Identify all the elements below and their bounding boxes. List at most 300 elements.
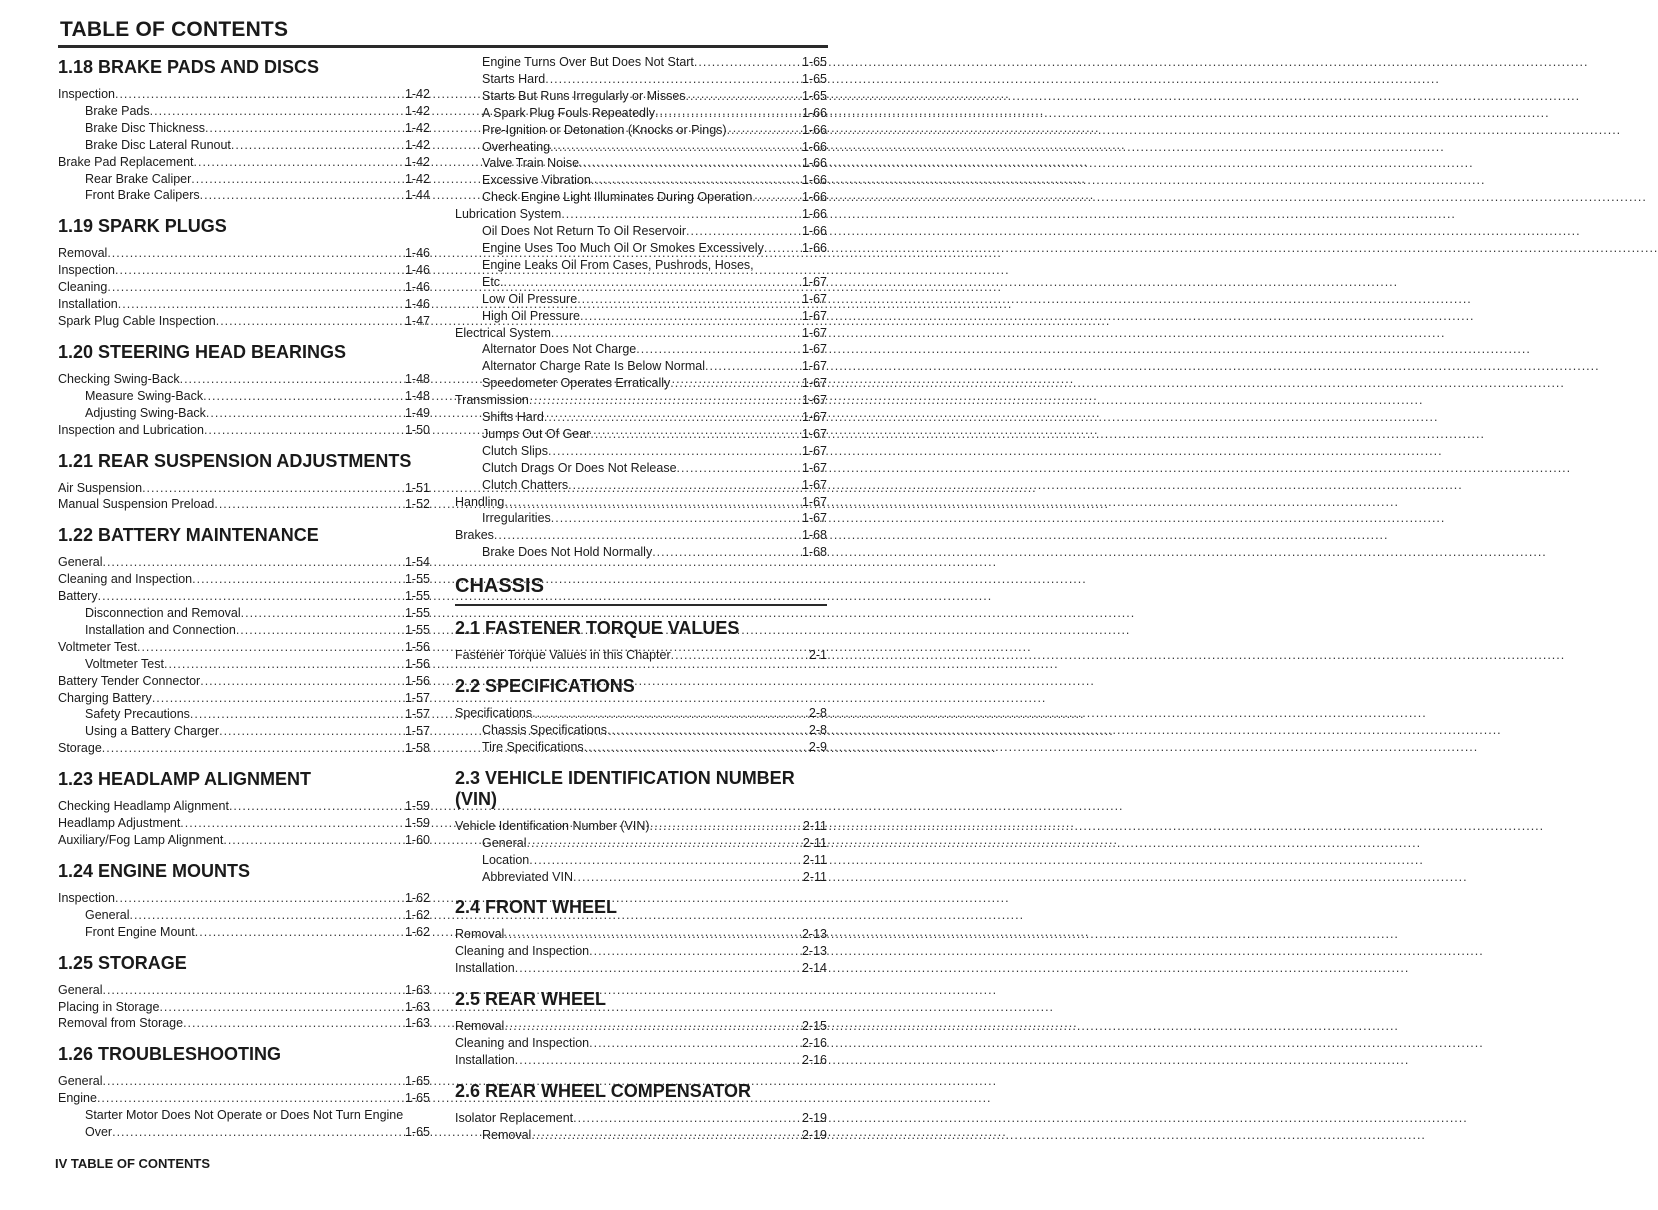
toc-entry[interactable] — [455, 105, 827, 122]
toc-entry[interactable] — [455, 443, 827, 460]
section-title[interactable]: 1.18 BRAKE PADS AND DISCS — [58, 57, 320, 77]
toc-entry-label: Over — [85, 1125, 113, 1140]
toc-entry-label: High Oil Pressure — [482, 308, 580, 323]
toc-entry-label: Jumps Out Of Gear — [482, 426, 591, 441]
toc-entry-label: Checking Swing-Back — [58, 371, 180, 386]
toc-entry[interactable] — [455, 477, 827, 494]
toc-entry-page: 1-66 — [801, 139, 827, 154]
toc-entry[interactable] — [455, 358, 827, 375]
toc-entry[interactable] — [455, 71, 827, 88]
dot-leader — [531, 1127, 802, 1144]
toc-entry-page: 1-48 — [404, 371, 430, 386]
toc-entry-page: 1-67 — [801, 426, 827, 441]
toc-entry-label: Clutch Chatters — [482, 477, 569, 492]
dot-leader — [677, 460, 802, 477]
toc-entry-label: General — [85, 907, 130, 922]
dot-leader — [589, 1035, 802, 1052]
section-title[interactable]: 2.3 VEHICLE IDENTIFICATION NUMBER (VIN) — [455, 767, 795, 809]
toc-entry[interactable] — [58, 171, 430, 188]
toc-entry-page: 2-14 — [801, 961, 827, 976]
toc-entry-page: 2-11 — [802, 852, 827, 867]
toc-entry-label: Engine Uses Too Much Oil Or Smokes Excessively — [482, 240, 764, 255]
toc-entry-label: Cleaning and Inspection — [455, 944, 590, 959]
toc-entry[interactable] — [455, 960, 827, 977]
toc-entry-label: Installation and Connection — [85, 622, 236, 637]
toc-entry[interactable] — [58, 554, 430, 571]
toc-entry[interactable] — [58, 571, 430, 588]
toc-entry[interactable] — [482, 274, 827, 291]
toc-entry[interactable] — [58, 605, 430, 622]
toc-entry-label: A Spark Plug Fouls Repeatedly — [482, 105, 656, 120]
dot-leader — [219, 723, 405, 740]
dot-leader — [532, 705, 809, 722]
toc-entry[interactable] — [58, 245, 430, 262]
toc-entry-page: 1-56 — [404, 656, 430, 671]
toc-entry-label: Inspection — [58, 263, 115, 278]
toc-entry-label: Brake Does Not Hold Normally — [482, 545, 653, 560]
toc-entry-label: Engine — [58, 1091, 97, 1106]
toc-entry[interactable] — [58, 890, 430, 907]
toc-entry-page: 1-66 — [801, 224, 827, 239]
toc-entry-label: Rear Brake Caliper — [85, 171, 192, 186]
dot-leader — [589, 943, 802, 960]
toc-entry-page: 1-67 — [801, 308, 827, 323]
toc-entry-label: General — [58, 555, 103, 570]
toc-entry-label: Vehicle Identification Number (VIN) — [455, 818, 650, 833]
dot-leader — [686, 88, 802, 105]
toc-entry-page: 1-62 — [404, 907, 430, 922]
section-title[interactable]: 2.6 REAR WHEEL COMPENSATOR — [455, 1080, 752, 1101]
toc-entry[interactable] — [455, 510, 827, 527]
dot-leader — [650, 818, 803, 835]
toc-entry-label: Fastener Torque Values in this Chapter — [455, 648, 671, 663]
toc-entry-label: Storage — [58, 741, 102, 756]
toc-entry-page: 1-42 — [404, 171, 430, 186]
toc-entry[interactable] — [58, 740, 430, 757]
toc-entry[interactable] — [455, 139, 827, 156]
dot-leader — [159, 999, 405, 1016]
toc-entry[interactable] — [455, 1052, 827, 1069]
toc-entry-page: 1-46 — [404, 263, 430, 278]
toc-entry-label: Inspection and Lubrication — [58, 422, 204, 437]
toc-entry-label: Engine Turns Over But Does Not Start — [482, 55, 694, 69]
dot-leader — [550, 139, 802, 156]
toc-entry-label: Overheating — [482, 139, 551, 154]
toc-entry-label: Cleaning and Inspection — [58, 572, 193, 587]
toc-entry-label: Spark Plug Cable Inspection — [58, 313, 216, 328]
toc-entry-page: 1-66 — [801, 173, 827, 188]
dot-leader — [504, 274, 802, 291]
toc-entry[interactable] — [58, 588, 430, 605]
toc-entry-page: 2-15 — [801, 1019, 827, 1034]
toc-entry-page: 2-13 — [801, 944, 827, 959]
dot-leader — [655, 105, 802, 122]
toc-entry-label: Removal — [482, 1127, 532, 1142]
dot-leader — [241, 605, 405, 622]
toc-entry-label: Irregularities — [482, 511, 551, 526]
toc-entry-page: 2-11 — [802, 869, 827, 884]
toc-entry[interactable] — [58, 187, 430, 204]
dot-leader — [515, 1052, 802, 1069]
dot-leader — [529, 392, 802, 409]
toc-entry-label: Brake Disc Lateral Runout — [85, 137, 231, 152]
toc-entry[interactable] — [58, 86, 430, 103]
toc-entry-label: Location — [482, 852, 530, 867]
toc-entry[interactable] — [58, 422, 430, 439]
toc-entry-page: 1-56 — [404, 673, 430, 688]
toc-entry[interactable] — [455, 375, 827, 392]
toc-entry-label: Cleaning — [58, 280, 108, 295]
toc-entry[interactable] — [58, 622, 430, 639]
toc-entry-page: 1-55 — [404, 606, 430, 621]
toc-entry-page: 1-66 — [801, 190, 827, 205]
toc-entry[interactable] — [455, 926, 827, 943]
toc-entry[interactable] — [58, 262, 430, 279]
toc-entry-page: 1-63 — [404, 999, 430, 1014]
toc-entry[interactable] — [58, 137, 430, 154]
toc-entry[interactable] — [58, 673, 430, 690]
dot-leader — [115, 262, 405, 279]
toc-entry-page: 2-16 — [801, 1052, 827, 1067]
toc-entry-page: 1-65 — [404, 1091, 430, 1106]
dot-leader — [526, 835, 802, 852]
toc-entry[interactable] — [455, 223, 827, 240]
toc-entry-page: 1-54 — [404, 555, 430, 570]
toc-entry-page: 1-67 — [801, 359, 827, 374]
toc-entry[interactable] — [58, 496, 430, 513]
toc-entry[interactable] — [455, 818, 827, 835]
toc-entry-page: 1-58 — [404, 741, 430, 756]
dot-leader — [180, 371, 405, 388]
toc-entry-label: Manual Suspension Preload — [58, 497, 215, 512]
toc-entry-page: 1-67 — [801, 393, 827, 408]
toc-entry-page: 1-65 — [801, 55, 827, 69]
toc-entry[interactable] — [58, 832, 430, 849]
toc-entry-page: 2-11 — [802, 835, 827, 850]
section-title[interactable]: 1.19 SPARK PLUGS — [58, 216, 227, 237]
toc-entry-wrapped[interactable] — [455, 257, 827, 291]
toc-entry-label: Pre-Ignition or Detonation (Knocks or Pings) — [482, 122, 727, 137]
toc-entry-label: Chassis Specifications — [482, 723, 608, 737]
toc-entry[interactable] — [455, 1110, 827, 1127]
dot-leader — [194, 154, 405, 171]
toc-entry-page: 1-65 — [801, 71, 827, 86]
toc-entry-label: Abbreviated VIN — [482, 869, 574, 884]
toc-entry-page: 1-47 — [404, 313, 430, 328]
dot-leader — [200, 673, 405, 690]
dot-leader — [107, 279, 405, 296]
section-title[interactable]: 1.25 STORAGE — [58, 952, 187, 973]
dot-leader — [504, 494, 802, 511]
toc-entry-page: 1-66 — [801, 240, 827, 255]
dot-leader — [544, 409, 802, 426]
toc-entry[interactable] — [58, 1090, 430, 1107]
toc-entry-page: 1-55 — [404, 589, 430, 604]
dot-leader — [205, 120, 405, 137]
toc-entry-page: 1-42 — [404, 87, 430, 101]
dot-leader — [150, 103, 405, 120]
toc-entry[interactable] — [455, 705, 827, 722]
toc-entry[interactable] — [58, 706, 430, 723]
section-title[interactable]: 2.2 SPECIFICATIONS — [455, 676, 635, 697]
title-divider — [58, 45, 828, 48]
toc-entry-page: 2-16 — [801, 1036, 827, 1051]
toc-entry-label: Brakes — [455, 528, 494, 543]
toc-entry[interactable] — [58, 723, 430, 740]
toc-entry[interactable] — [455, 392, 827, 409]
toc-entry-label: Checking Headlamp Alignment — [58, 799, 229, 814]
toc-entry[interactable] — [455, 943, 827, 960]
dot-leader — [223, 832, 405, 849]
toc-entry-label: Installation — [455, 961, 515, 976]
toc-entry-label: Using a Battery Charger — [85, 724, 220, 739]
toc-entry[interactable] — [455, 54, 827, 71]
dot-leader — [494, 527, 802, 544]
toc-entry-page: 1-46 — [404, 246, 430, 261]
toc-entry[interactable] — [455, 122, 827, 139]
dot-leader — [98, 588, 405, 605]
toc-entry-label: Lubrication System — [455, 207, 562, 222]
dot-leader — [636, 341, 802, 358]
toc-entry-label: Oil Does Not Return To Oil Reservoir — [482, 224, 687, 239]
section-title[interactable]: 1.21 REAR SUSPENSION ADJUSTMENTS — [58, 450, 412, 471]
toc-entry-page: 1-48 — [404, 388, 430, 403]
toc-entry[interactable] — [58, 999, 430, 1016]
toc-entry-page: 1-67 — [801, 291, 827, 306]
toc-entry-page: 1-57 — [404, 690, 430, 705]
dot-leader — [107, 245, 405, 262]
dot-leader — [164, 656, 405, 673]
toc-entry-label: Removal — [455, 1019, 505, 1034]
toc-entry-wrapped[interactable] — [58, 1107, 430, 1141]
toc-entry[interactable] — [455, 544, 827, 561]
toc-entry[interactable] — [58, 313, 430, 330]
toc-entry-page: 1-63 — [404, 1016, 430, 1031]
toc-entry[interactable] — [58, 296, 430, 313]
toc-entry-page: 1-42 — [404, 137, 430, 152]
toc-entry-label: Installation — [58, 297, 118, 312]
dot-leader — [764, 240, 802, 257]
toc-entry[interactable] — [58, 388, 430, 405]
troubleshooting-continued — [455, 54, 827, 561]
section-title[interactable]: 1.22 BATTERY MAINTENANCE — [58, 525, 319, 546]
toc-entry[interactable] — [58, 798, 430, 815]
toc-entry-page: 1-59 — [404, 799, 430, 814]
right-column — [455, 54, 827, 1144]
dot-leader — [102, 554, 404, 571]
toc-entry-label: Removal — [58, 246, 108, 261]
toc-entry[interactable] — [455, 206, 827, 223]
toc-entry[interactable] — [455, 325, 827, 342]
toc-entry-label: Headlamp Adjustment — [58, 816, 181, 831]
toc-entry-label: Valve Train Noise — [482, 156, 580, 171]
toc-entry[interactable] — [455, 527, 827, 544]
toc-entry-page: 2-19 — [801, 1127, 827, 1142]
toc-entry-page: 1-63 — [404, 982, 430, 997]
toc-entry-label-line: Engine Leaks Oil From Cases, Pushrods, Hoses, — [482, 257, 754, 272]
dot-leader — [216, 313, 405, 330]
dot-leader — [551, 510, 802, 527]
toc-entry[interactable] — [455, 739, 827, 756]
toc-entry[interactable] — [455, 308, 827, 325]
toc-entry[interactable] — [58, 154, 430, 171]
dot-leader — [206, 405, 405, 422]
toc-entry[interactable] — [455, 835, 827, 852]
section-title[interactable]: 2.4 FRONT WHEEL — [455, 897, 618, 918]
toc-entry-label: Brake Disc Thickness — [85, 120, 205, 135]
toc-entry-page: 1-68 — [801, 528, 827, 543]
section-title[interactable]: 1.26 TROUBLESHOOTING — [58, 1044, 282, 1065]
toc-entry[interactable] — [58, 982, 430, 999]
toc-entry-label: Brake Pads — [85, 103, 150, 118]
section-title[interactable]: 1.20 STEERING HEAD BEARINGS — [58, 341, 347, 362]
toc-entry[interactable] — [455, 409, 827, 426]
dot-leader — [142, 480, 405, 497]
toc-entry[interactable] — [455, 647, 827, 664]
toc-entry[interactable] — [455, 172, 827, 189]
dot-leader — [548, 443, 802, 460]
toc-entry[interactable] — [58, 1073, 430, 1090]
toc-entry-page: 1-62 — [404, 924, 430, 939]
toc-entry[interactable] — [455, 1035, 827, 1052]
dot-leader — [190, 706, 405, 723]
toc-entry[interactable] — [455, 869, 827, 886]
toc-entry[interactable] — [58, 690, 430, 707]
toc-entry-label: Alternator Does Not Charge — [482, 342, 637, 357]
section-title[interactable]: 1.23 HEADLAMP ALIGNMENT — [58, 769, 312, 790]
toc-entry-page: 1-42 — [404, 103, 430, 118]
toc-entry[interactable] — [58, 656, 430, 673]
toc-entry-label: Disconnection and Removal — [85, 606, 241, 621]
toc-entry[interactable] — [58, 371, 430, 388]
toc-entry-page: 1-67 — [801, 376, 827, 391]
toc-entry[interactable] — [58, 279, 430, 296]
dot-leader — [580, 308, 802, 325]
toc-entry[interactable] — [58, 120, 430, 137]
toc-entry-page: 1-60 — [404, 833, 430, 847]
toc-entry-label: Tire Specifications — [482, 739, 584, 754]
toc-entry-page: 1-55 — [404, 622, 430, 637]
dot-leader — [115, 86, 405, 103]
dot-leader — [97, 1090, 405, 1107]
toc-entry-page: 1-51 — [404, 480, 430, 495]
dot-leader — [112, 1124, 405, 1141]
toc-entry-label: Starts Hard — [482, 71, 546, 86]
toc-entry-page: 1-67 — [801, 443, 827, 458]
toc-entry[interactable] — [58, 639, 430, 656]
toc-entry[interactable] — [455, 494, 827, 511]
toc-entry-label: Electrical System — [455, 325, 551, 340]
toc-entry-page: 1-67 — [801, 410, 827, 425]
toc-entry-page: 1-67 — [801, 460, 827, 475]
toc-entry[interactable] — [58, 405, 430, 422]
toc-entry[interactable] — [455, 291, 827, 308]
toc-entry[interactable] — [455, 155, 827, 172]
toc-entry-label: Speedometer Operates Erratically — [482, 376, 671, 391]
dot-leader — [694, 54, 802, 71]
toc-entry-page: 2-9 — [808, 739, 827, 754]
toc-entry[interactable] — [58, 907, 430, 924]
toc-entry[interactable] — [455, 341, 827, 358]
toc-entry-label: Inspection — [58, 87, 115, 101]
chassis-divider — [455, 604, 827, 606]
dot-leader — [591, 172, 802, 189]
dot-leader — [152, 690, 405, 707]
toc-entry-page: 1-50 — [404, 422, 430, 437]
dot-leader — [195, 924, 405, 941]
toc-entry-page: 1-65 — [404, 1125, 430, 1140]
toc-entry[interactable] — [58, 103, 430, 120]
toc-entry[interactable] — [455, 426, 827, 443]
section-title[interactable]: 2.5 REAR WHEEL — [455, 989, 607, 1010]
toc-entry[interactable] — [58, 480, 430, 497]
dot-leader — [573, 1110, 802, 1127]
dot-leader — [551, 325, 802, 342]
toc-entry-label: Check Engine Light Illuminates During Operation — [482, 190, 753, 205]
dot-leader — [670, 375, 802, 392]
toc-entry-label: Isolator Replacement — [455, 1110, 574, 1125]
toc-entry-label: Shifts Hard — [482, 410, 544, 425]
toc-entry[interactable] — [455, 1127, 827, 1144]
toc-entry-page: 1-46 — [404, 297, 430, 312]
dot-leader — [752, 189, 802, 206]
toc-entry-label: Transmission — [455, 393, 529, 408]
toc-entry[interactable] — [455, 189, 827, 206]
toc-entry-page: 1-65 — [404, 1074, 430, 1089]
toc-entry-label: Cleaning and Inspection — [455, 1036, 590, 1051]
toc-entry-label: Front Engine Mount — [85, 924, 195, 939]
toc-entry-label: Installation — [455, 1052, 515, 1067]
toc-entry[interactable] — [58, 924, 430, 941]
toc-entry-label: Charging Battery — [58, 690, 152, 705]
toc-entry[interactable] — [58, 1015, 430, 1032]
section-title[interactable]: 1.24 ENGINE MOUNTS — [58, 860, 251, 881]
dot-leader — [568, 477, 802, 494]
toc-entry-page: 1-67 — [801, 274, 827, 289]
toc-entry-label: Inspection — [58, 890, 115, 905]
toc-entry-page: 1-67 — [801, 494, 827, 509]
dot-leader — [115, 890, 405, 907]
toc-entry-page: 1-59 — [404, 816, 430, 831]
toc-entry[interactable] — [85, 1124, 430, 1141]
chassis-sections — [455, 618, 827, 1144]
toc-entry[interactable] — [455, 852, 827, 869]
toc-entry-label: Voltmeter Test — [58, 639, 137, 654]
toc-entry[interactable] — [455, 240, 827, 257]
dot-leader — [652, 544, 802, 561]
dot-leader — [214, 496, 405, 513]
toc-entry-page: 1-65 — [801, 88, 827, 103]
toc-entry[interactable] — [455, 460, 827, 477]
section-title[interactable]: 2.1 FASTENER TORQUE VALUES — [455, 618, 740, 639]
toc-entry-label: Specifications — [455, 706, 533, 721]
toc-entry[interactable] — [455, 1018, 827, 1035]
toc-entry-page: 2-8 — [808, 723, 827, 737]
toc-entry-label: Alternator Charge Rate Is Below Normal — [482, 359, 706, 374]
dot-leader — [607, 722, 809, 739]
toc-entry-label: General — [58, 1074, 103, 1089]
toc-entry[interactable] — [58, 815, 430, 832]
dot-leader — [579, 155, 802, 172]
toc-entry-label: Battery Tender Connector — [58, 673, 201, 688]
toc-entry[interactable] — [455, 722, 827, 739]
toc-entry-label: Auxiliary/Fog Lamp Alignment — [58, 833, 224, 847]
dot-leader — [504, 1018, 802, 1035]
toc-entry-label: Starts But Runs Irregularly or Misses — [482, 88, 686, 103]
toc-entry[interactable] — [455, 88, 827, 105]
toc-entry-label: Brake Pad Replacement — [58, 154, 194, 169]
toc-entry-page: 1-52 — [404, 497, 430, 512]
